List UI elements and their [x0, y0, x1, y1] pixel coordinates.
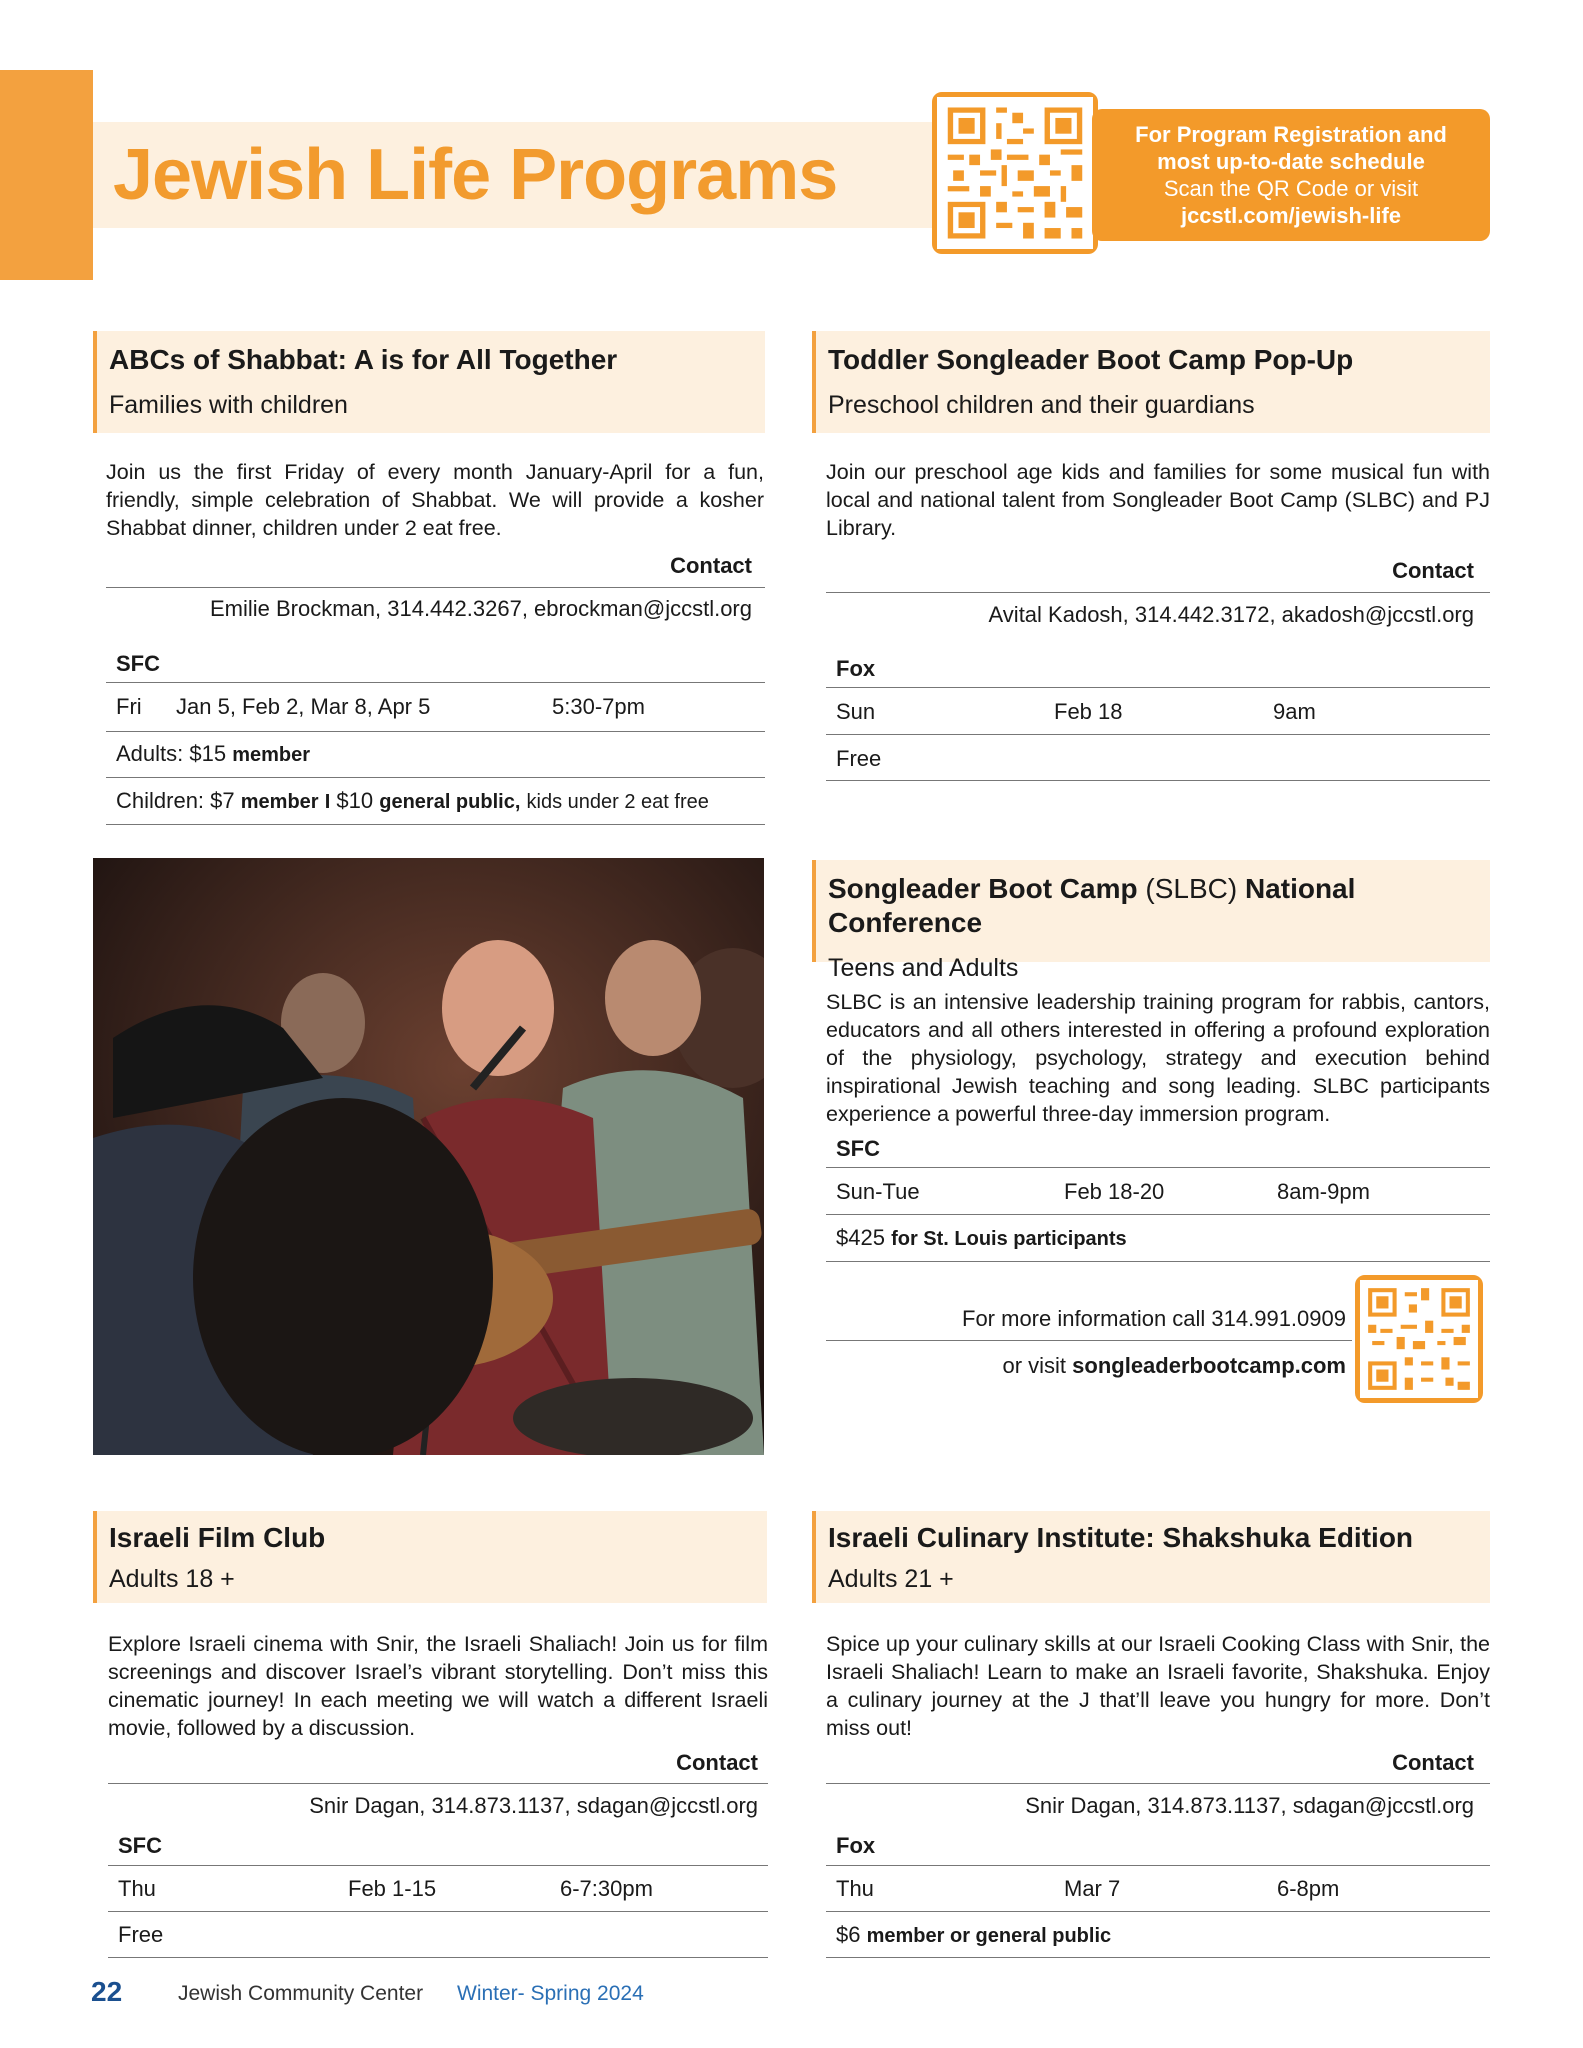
divider [106, 824, 765, 825]
divider [826, 1167, 1490, 1168]
culinary-audience: Adults 21 + [828, 1565, 954, 1593]
divider [826, 1783, 1490, 1784]
divider [108, 1957, 768, 1958]
toddler-day: Sun [836, 699, 876, 724]
abcs-adult-price-note: member [232, 744, 311, 766]
divider [826, 734, 1490, 735]
divider [826, 1865, 1490, 1866]
toddler-contact-info: Avital Kadosh, 314.442.3172, akadosh@jccstl.org [988, 602, 1474, 627]
registration-url-link[interactable]: jccstl.com/jewish-life [1180, 203, 1402, 228]
toddler-price: Free [836, 746, 882, 771]
slbc-title [828, 860, 1490, 940]
slbc-location: SFC [836, 1136, 880, 1161]
abcs-location: SFC [116, 651, 160, 676]
divider [106, 682, 765, 683]
registration-line-1: For Program Registration and [1135, 122, 1447, 147]
culinary-day: Thu [836, 1876, 874, 1901]
slbc-info-web [826, 1353, 1346, 1379]
film-audience: Adults 18 + [109, 1565, 235, 1593]
abcs-child-price-note-2: general public, [379, 791, 521, 813]
toddler-card-header [812, 331, 1490, 433]
slbc-card-header [812, 860, 1490, 982]
abcs-child-price-amount: Children: $7 [116, 788, 235, 813]
abcs-time: 5:30-7pm [552, 694, 645, 719]
slbc-info-prefix: or visit [1002, 1353, 1067, 1378]
film-day: Thu [118, 1876, 156, 1901]
film-title: Israeli Film Club [109, 1522, 326, 1553]
film-time: 6-7:30pm [560, 1876, 653, 1901]
film-price: Free [118, 1922, 164, 1947]
culinary-contact-info: Snir Dagan, 314.873.1137, sdagan@jccstl.org [1025, 1793, 1474, 1818]
registration-qr-code[interactable] [932, 92, 1098, 254]
abcs-adult-price-amount: Adults: $15 [116, 741, 227, 766]
film-contact-info: Snir Dagan, 314.873.1137, sdagan@jccstl.org [309, 1793, 758, 1818]
toddler-dates: Feb 18 [1054, 699, 1123, 724]
abcs-child-price-amount-2: $10 [336, 788, 374, 813]
slbc-price-amount: $425 [836, 1225, 885, 1250]
songleader-performance-photo [93, 858, 764, 1455]
film-contact-label: Contact [676, 1750, 758, 1775]
abcs-adult-price [116, 741, 310, 767]
divider [106, 731, 765, 732]
slbc-day: Sun-Tue [836, 1179, 920, 1204]
film-location: SFC [118, 1833, 162, 1858]
divider [826, 1911, 1490, 1912]
toddler-title: Toddler Songleader Boot Camp Pop-Up [828, 344, 1354, 375]
footer-organization: Jewish Community Center [178, 1982, 424, 2005]
registration-info-box [1092, 109, 1490, 241]
film-card-header [93, 1511, 767, 1603]
abcs-title: ABCs of Shabbat: A is for All Together [109, 344, 618, 375]
culinary-time: 6-8pm [1277, 1876, 1340, 1901]
culinary-title: Israeli Culinary Institute: Shakshuka Edition [828, 1522, 1414, 1553]
slbc-title-main: Songleader Boot Camp [828, 873, 1138, 904]
registration-line-3: Scan the QR Code or visit [1163, 176, 1419, 201]
page-title: Jewish Life Programs [113, 135, 838, 215]
divider [826, 780, 1490, 781]
abcs-description: Join us the first Friday of every month January-April for a fun, friendly, simple celebration of Shabbat. We will provide a kosher Shabbat dinner, children under 2 eat free. [106, 460, 764, 540]
toddler-time: 9am [1273, 699, 1316, 724]
divider [826, 592, 1490, 593]
slbc-info-phone: For more information call 314.991.0909 [962, 1306, 1346, 1331]
footer-season: Winter- Spring 2024 [457, 1982, 644, 2005]
abcs-contact-info: Emilie Brockman, 314.442.3267, ebrockman@jccstl.org [209, 596, 752, 621]
divider [826, 1214, 1490, 1215]
slbc-website-link[interactable]: songleaderbootcamp.com [1072, 1353, 1346, 1378]
toddler-audience: Preschool children and their guardians [828, 391, 1255, 419]
culinary-location: Fox [836, 1833, 876, 1858]
culinary-price [836, 1922, 1111, 1948]
slbc-description: SLBC is an intensive leadership training program for rabbis, cantors, educators and all others interested in offering a profound exploration of the physiology, psychology, strategy and execution behind inspirational Jewish teaching and song leading. SLBC participants experience a powerful three-day immersion program. [826, 990, 1490, 1126]
divider [106, 587, 765, 588]
culinary-card-header [812, 1511, 1490, 1603]
culinary-price-note: member or general public [866, 1925, 1112, 1947]
abcs-dates: Jan 5, Feb 2, Mar 8, Apr 5 [176, 694, 431, 719]
abcs-card-header [93, 331, 765, 433]
slbc-price [836, 1225, 1127, 1251]
film-description: Explore Israeli cinema with Snir, the Israeli Shaliach! Join us for film screenings and discover Israel’s vibrant storytelling. Don’t miss this cinematic journey! In each meeting we will watch a different Israeli movie, followed by a discussion. [108, 1632, 768, 1740]
registration-line-2: most up-to-date schedule [1157, 149, 1425, 174]
divider [108, 1911, 768, 1912]
slbc-qr-code[interactable] [1355, 1275, 1483, 1403]
slbc-dates: Feb 18-20 [1064, 1179, 1165, 1204]
culinary-description: Spice up your culinary skills at our Israeli Cooking Class with Snir, the Israeli Shaliach! Learn to make an Israeli favorite, Shakshuka. Enjoy a culinary journey at the J that’ll leave you hungry for more. Don’t miss out! [826, 1632, 1490, 1740]
toddler-location: Fox [836, 656, 876, 681]
abcs-child-price-note-3: kids under 2 eat free [526, 791, 709, 813]
abcs-audience: Families with children [109, 391, 348, 419]
divider [826, 1340, 1352, 1341]
qr-code-icon [937, 97, 1093, 249]
divider [106, 777, 765, 778]
slbc-time: 8am-9pm [1277, 1179, 1370, 1204]
slbc-title-abbr: (SLBC) [1145, 873, 1238, 904]
header-accent-bar [0, 70, 93, 280]
culinary-price-amount: $6 [836, 1922, 861, 1947]
culinary-contact-label: Contact [1392, 1750, 1474, 1775]
qr-code-icon [1360, 1280, 1478, 1398]
slbc-audience: Teens and Adults [828, 954, 1019, 982]
abcs-contact-label: Contact [670, 553, 752, 578]
divider [826, 1957, 1490, 1958]
abcs-child-price-note: member [240, 791, 319, 813]
abcs-child-price-separator: I [324, 791, 331, 813]
culinary-dates: Mar 7 [1064, 1876, 1121, 1901]
abcs-child-price [116, 788, 709, 814]
divider [826, 1261, 1490, 1262]
divider [108, 1783, 768, 1784]
slbc-price-note: for St. Louis participants [891, 1228, 1127, 1250]
musician-photo-illustration [93, 858, 764, 1455]
toddler-description: Join our preschool age kids and families for some musical fun with local and national talent from Songleader Boot Camp (SLBC) and PJ Library. [826, 460, 1490, 540]
film-dates: Feb 1-15 [348, 1876, 437, 1901]
divider [826, 687, 1490, 688]
page-number: 22 [91, 1976, 123, 2007]
slbc-title-suffix: National Conference [828, 873, 1356, 938]
divider [108, 1865, 768, 1866]
abcs-day: Fri [116, 694, 142, 719]
toddler-contact-label: Contact [1392, 558, 1474, 583]
